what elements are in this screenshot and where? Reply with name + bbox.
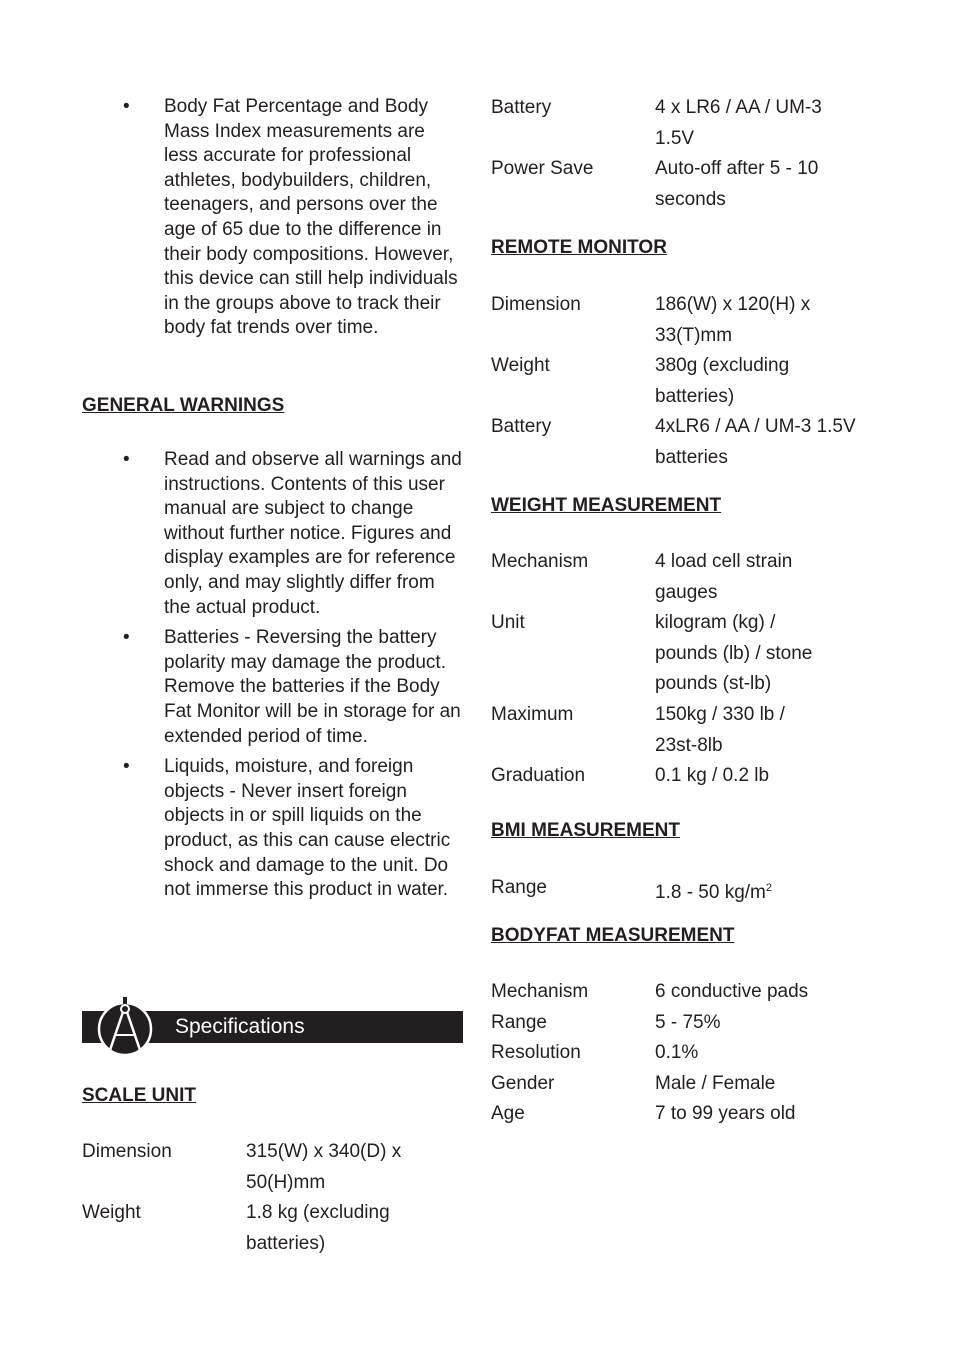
table-row	[82, 1137, 426, 1198]
spec-value: 186(W) x 120(H) x 33(T)mm	[655, 294, 811, 346]
remote-monitor-table	[491, 290, 880, 474]
spec-label: Dimension	[491, 294, 581, 315]
spec-value: Auto-off after 5 - 10 seconds	[655, 158, 819, 210]
bullet-text: Liquids, moisture, and foreign objects - Never insert foreign objects in or spill liquids on the product, as this can cause electric shock and damage to the unit. Do not immerse this product in water.	[164, 756, 451, 901]
specifications-title: Specifications	[175, 1015, 305, 1038]
table-row	[491, 873, 885, 909]
spec-value: 5 - 75%	[655, 1011, 721, 1033]
scale-unit-table	[82, 1137, 426, 1259]
spec-value: kilogram (kg) / pounds (lb) / stone pounds (st-lb)	[655, 612, 813, 695]
intro-bullet-list	[82, 95, 463, 347]
bmi-measurement-table	[491, 873, 885, 909]
spec-label: Dimension	[82, 1141, 172, 1162]
spec-value: 380g (excluding batteries)	[655, 355, 790, 407]
bullet-icon: •	[123, 627, 130, 649]
table-row	[491, 761, 830, 792]
spec-value: 6 conductive pads	[655, 981, 809, 1002]
list-item	[82, 95, 463, 341]
general-warnings-heading: GENERAL WARNINGS	[82, 395, 285, 416]
list-item	[82, 626, 463, 749]
spec-value: 7 to 99 years old	[655, 1103, 796, 1125]
table-row	[491, 608, 830, 700]
spec-label: Age	[491, 1103, 525, 1125]
spec-label: Resolution	[491, 1042, 581, 1064]
remote-monitor-heading: REMOTE MONITOR	[491, 237, 667, 258]
bullet-text: Body Fat Percentage and Body Mass Index measurements are less accurate for professional athletes, bodybuilders, children, teenagers, and persons over the age of 65 due to the difference in their body compositions. However, this device can still help individuals in the groups above to track their body fat trends over time.	[164, 96, 458, 339]
spec-label: Power Save	[491, 158, 594, 180]
warnings-bullet-list	[82, 448, 463, 909]
spec-label: Weight	[491, 355, 550, 377]
general-specs-table	[491, 93, 845, 215]
spec-value: 4 load cell strain gauges	[655, 551, 793, 603]
spec-value: 0.1%	[655, 1042, 699, 1064]
spec-label: Gender	[491, 1072, 555, 1094]
list-item	[82, 448, 463, 620]
weight-measurement-table	[491, 547, 830, 792]
compass-icon	[95, 995, 155, 1059]
spec-label: Graduation	[491, 765, 586, 787]
bullet-text: Read and observe all warnings and instructions. Contents of this user manual are subject to change without further notice. Figures and display examples are for reference only, and may slightly differ from the actual product.	[164, 449, 462, 618]
spec-label: Battery	[491, 416, 552, 438]
spec-label: Mechanism	[491, 981, 589, 1002]
bmi-range-value: 1.8 - 50 kg/m	[655, 882, 766, 903]
table-row	[491, 412, 880, 473]
spec-value: 4 x LR6 / AA / UM-3 1.5V	[655, 97, 822, 149]
bodyfat-measurement-heading: BODYFAT MEASUREMENT	[491, 925, 735, 946]
spec-value: 315(W) x 340(D) x 50(H)mm	[246, 1141, 402, 1193]
spec-value: Male / Female	[655, 1072, 776, 1094]
bullet-icon: •	[123, 756, 130, 778]
table-row	[491, 700, 830, 761]
weight-measurement-heading: WEIGHT MEASUREMENT	[491, 495, 722, 516]
table-row	[491, 1038, 885, 1069]
spec-label: Maximum	[491, 703, 574, 725]
table-row	[491, 1008, 885, 1039]
spec-value: 1.8 kg (excluding batteries)	[246, 1202, 390, 1254]
table-row	[491, 154, 845, 215]
spec-value	[655, 873, 885, 909]
spec-label: Unit	[491, 612, 525, 634]
superscript: 2	[765, 882, 773, 894]
bullet-text: Batteries - Reversing the battery polarity may damage the product. Remove the batteries if the Body Fat Monitor will be in storage for an extended period of time.	[164, 627, 461, 747]
table-row	[491, 547, 830, 608]
table-row	[491, 93, 845, 154]
spec-label: Weight	[82, 1202, 141, 1224]
table-row	[82, 1198, 426, 1259]
specifications-banner	[82, 1011, 463, 1043]
list-item	[82, 755, 463, 903]
spec-label: Range	[491, 877, 547, 898]
bodyfat-measurement-table	[491, 977, 885, 1130]
spec-value: 0.1 kg / 0.2 lb	[655, 765, 770, 787]
spec-label: Range	[491, 1011, 547, 1033]
table-row	[491, 977, 885, 1008]
scale-unit-heading: SCALE UNIT	[82, 1085, 196, 1106]
table-row	[491, 1099, 885, 1130]
bullet-icon: •	[123, 449, 130, 470]
spec-label: Mechanism	[491, 551, 589, 572]
table-row	[491, 290, 880, 351]
spec-label: Battery	[491, 97, 552, 118]
bullet-icon: •	[123, 96, 130, 117]
bmi-measurement-heading: BMI MEASUREMENT	[491, 820, 680, 841]
spec-value: 150kg / 330 lb / 23st-8lb	[655, 703, 785, 756]
spec-value: 4xLR6 / AA / UM-3 1.5V batteries	[655, 416, 856, 468]
table-row	[491, 1069, 885, 1100]
table-row	[491, 351, 880, 412]
